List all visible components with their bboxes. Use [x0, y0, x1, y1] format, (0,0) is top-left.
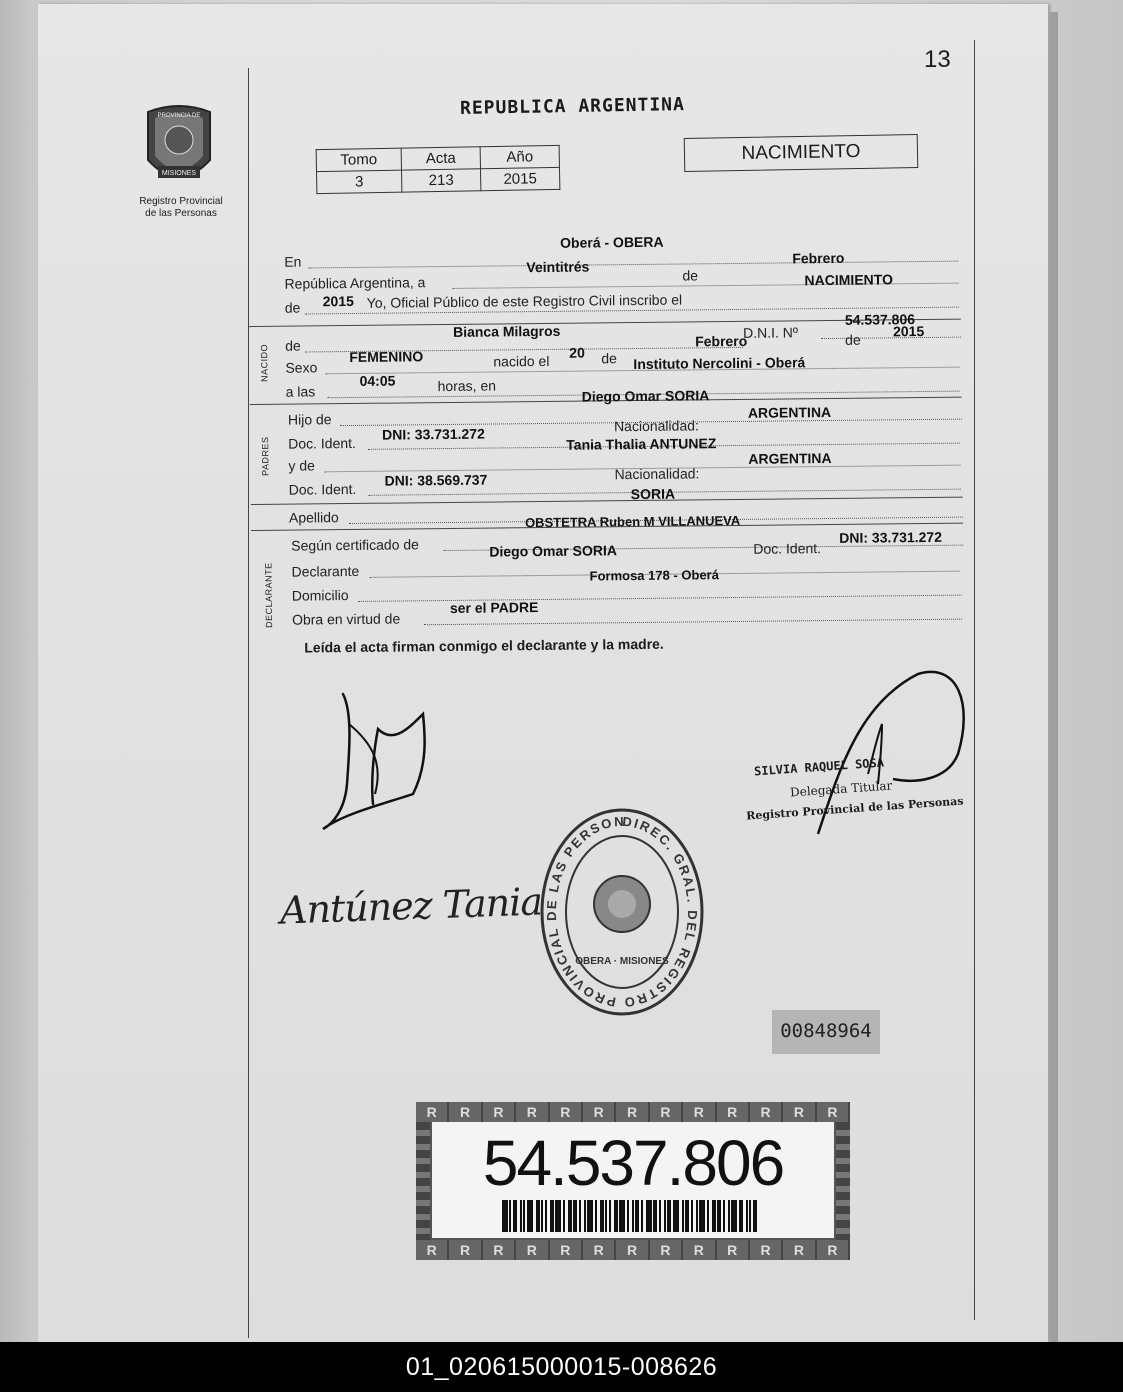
- barcode-bar: [712, 1200, 716, 1232]
- barcode-bar: [653, 1200, 657, 1232]
- pattern-letter: R: [449, 1240, 482, 1260]
- barcode-bar: [723, 1200, 725, 1232]
- barcode-bar: [619, 1200, 625, 1232]
- barcode-bar: [685, 1200, 689, 1232]
- value-obra: ser el PADRE: [449, 599, 539, 616]
- value-month: Febrero: [792, 249, 845, 267]
- pattern-letter: R: [616, 1102, 649, 1122]
- pattern-letter: R: [449, 1102, 482, 1122]
- value-birth-place: Instituto Nercolini - Oberá: [633, 354, 806, 373]
- table-header-tomo: Tomo: [316, 148, 401, 171]
- dotted-rule: [358, 595, 962, 602]
- value-declarante-name: Diego Omar SORIA: [489, 542, 617, 560]
- certificate-paper: [38, 4, 1048, 1342]
- label-de-name: de: [285, 337, 301, 354]
- barcode-bar: [545, 1200, 547, 1232]
- officer-text: Yo, Oficial Público de este Registro Civil inscribo el: [366, 291, 683, 311]
- paper-edge: [1050, 12, 1058, 1342]
- pattern-letter: R: [583, 1240, 616, 1260]
- closing-text: Leída el acta firman conmigo el declarante y la madre.: [304, 635, 664, 656]
- svg-text:PROVINCIA DE: PROVINCIA DE: [157, 113, 201, 119]
- value-child-dni: 54.537.806: [844, 311, 916, 328]
- pattern-letter: R: [717, 1240, 750, 1260]
- value-year: 2015: [322, 292, 354, 310]
- registry-seal: [536, 804, 708, 1020]
- label-sexo: Sexo: [285, 359, 318, 376]
- barcode-bar: [563, 1200, 565, 1232]
- table-header-acta: Acta: [401, 147, 480, 170]
- pattern-letter: R: [616, 1240, 649, 1260]
- label-dni: D.N.I. Nº: [742, 324, 799, 341]
- barcode-bar: [707, 1200, 709, 1232]
- label-de-year: de: [284, 299, 301, 316]
- label-declarante-doc: Doc. Ident.: [753, 540, 822, 557]
- pattern-letter: R: [483, 1102, 516, 1122]
- label-cert: Según certificado de: [291, 536, 419, 554]
- barcode-bar: [664, 1200, 666, 1232]
- barcode-bar: [673, 1200, 679, 1232]
- barcode-bar: [536, 1200, 540, 1232]
- barcode-bar: [568, 1200, 572, 1232]
- value-father-doc: DNI: 33.731.272: [382, 425, 485, 443]
- barcode-bar: [513, 1200, 517, 1232]
- label-declarante: Declarante: [291, 562, 360, 580]
- value-mother-name: Tania Thalia ANTUNEZ: [566, 435, 717, 453]
- barcode-bar: [509, 1200, 511, 1232]
- pattern-letter: R: [416, 1240, 449, 1260]
- barcode-bar: [731, 1200, 737, 1232]
- value-birth-year: 2015: [892, 322, 925, 340]
- label-apellido: Apellido: [288, 509, 339, 526]
- barcode-bar: [667, 1200, 671, 1232]
- label-yde: y de: [288, 457, 315, 474]
- barcode-bar: [600, 1200, 604, 1232]
- barcode-bar: [605, 1200, 607, 1232]
- barcode-bar: [682, 1200, 684, 1232]
- barcode-bar: [614, 1200, 618, 1232]
- dotted-rule: [424, 619, 962, 626]
- value-cert: OBSTETRA Ruben M VILLANUEVA: [524, 512, 741, 531]
- pattern-letter: R: [516, 1240, 549, 1260]
- pattern-band-bottom: [416, 1240, 850, 1260]
- label-de-month: de: [682, 267, 699, 284]
- id-label-sticker: [416, 1102, 850, 1260]
- dotted-rule: [308, 261, 958, 269]
- barcode-bar: [587, 1200, 593, 1232]
- label-mother-nat: Nacionalidad:: [614, 465, 700, 483]
- barcode-bar: [584, 1200, 586, 1232]
- svg-text:OBERA · MISIONES: OBERA · MISIONES: [575, 956, 669, 967]
- section-label-nacido: NACIDO: [259, 343, 270, 382]
- label-de-birth-year: de: [845, 331, 861, 348]
- pattern-letter: R: [650, 1240, 683, 1260]
- barcode-bar: [739, 1200, 743, 1232]
- barcode-bar: [609, 1200, 611, 1232]
- barcode-bar: [659, 1200, 661, 1232]
- id-label-center: [432, 1122, 834, 1238]
- officer-org: Registro Provincial de las Personas: [745, 794, 964, 823]
- table-value-ano: 2015: [480, 167, 559, 190]
- label-obra: Obra en virtud de: [291, 610, 401, 628]
- pattern-letter: R: [550, 1240, 583, 1260]
- pattern-letter: R: [783, 1102, 816, 1122]
- barcode: [502, 1200, 764, 1232]
- dotted-rule: [821, 337, 961, 339]
- value-birth-day: 20: [569, 344, 585, 361]
- value-day-words: Veintitrés: [526, 258, 590, 276]
- barcode-bar: [691, 1200, 693, 1232]
- id-number: 54.537.806: [482, 1127, 784, 1199]
- barcode-bar: [749, 1200, 751, 1232]
- table-value-acta: 213: [402, 169, 481, 192]
- barcode-bar: [635, 1200, 639, 1232]
- pattern-letter: R: [683, 1102, 716, 1122]
- officer-title: Delegada Titular: [789, 778, 893, 800]
- value-birth-time: 04:05: [359, 372, 396, 389]
- pattern-letter: R: [750, 1102, 783, 1122]
- label-mother-doc: Doc. Ident.: [288, 480, 357, 498]
- barcode-bar: [579, 1200, 581, 1232]
- label-republic: República Argentina, a: [284, 274, 426, 292]
- pattern-letter: R: [516, 1102, 549, 1122]
- page-number: 13: [924, 46, 951, 73]
- barcode-bar: [541, 1200, 543, 1232]
- label-father-doc: Doc. Ident.: [288, 434, 356, 452]
- value-mother-nat: ARGENTINA: [748, 449, 832, 467]
- pattern-band-left: [416, 1122, 430, 1240]
- label-en: En: [284, 253, 302, 270]
- label-father-nat: Nacionalidad:: [613, 417, 699, 435]
- label-time: a las: [285, 383, 316, 400]
- label-domicilio: Domicilio: [291, 587, 349, 604]
- barcode-bar: [555, 1200, 561, 1232]
- officer-name: SILVIA RAQUEL SOSA: [753, 755, 885, 779]
- barcode-bar: [632, 1200, 634, 1232]
- label-hours: horas, en: [437, 377, 497, 395]
- table-value-tomo: 3: [317, 170, 402, 193]
- label-born: nacido el: [493, 352, 550, 370]
- pattern-letter: R: [483, 1240, 516, 1260]
- value-sex: FEMENINO: [349, 348, 424, 366]
- section-label-padres: PADRES: [260, 436, 271, 476]
- section-label-declarante: DECLARANTE: [263, 562, 275, 628]
- barcode-bar: [646, 1200, 652, 1232]
- barcode-bar: [527, 1200, 533, 1232]
- pattern-letter: R: [683, 1240, 716, 1260]
- pattern-letter: R: [583, 1102, 616, 1122]
- pattern-letter: R: [416, 1102, 449, 1122]
- declarant-signature: [313, 684, 443, 844]
- registry-name-line1: Registro Provincial: [139, 196, 223, 207]
- barcode-bar: [627, 1200, 629, 1232]
- barcode-bar: [696, 1200, 698, 1232]
- value-event: NACIMIENTO: [804, 271, 894, 289]
- value-birth-month: Febrero: [695, 332, 748, 350]
- barcode-bar: [523, 1200, 525, 1232]
- pattern-letter: R: [650, 1102, 683, 1122]
- stamp-number: 00848964: [780, 1020, 872, 1042]
- stamp-number-box: [772, 1010, 880, 1054]
- value-child-name: Bianca Milagros: [452, 322, 561, 340]
- country-title: REPUBLICA ARGENTINA: [459, 94, 686, 119]
- pattern-band-top: [416, 1102, 850, 1122]
- pattern-letter: R: [550, 1102, 583, 1122]
- section-divider: [251, 497, 963, 505]
- pattern-letter: R: [817, 1240, 850, 1260]
- svg-text:DIREC. GRAL. DEL REGISTRO PROV: DIREC. GRAL. DEL REGISTRO PROVINCIAL DE LAS PERSON: [543, 813, 701, 1011]
- barcode-bar: [573, 1200, 577, 1232]
- pattern-band-right: [836, 1122, 850, 1240]
- label-hijo: Hijo de: [287, 411, 332, 428]
- barcode-bar: [641, 1200, 643, 1232]
- barcode-bar: [728, 1200, 730, 1232]
- pattern-letter: R: [783, 1240, 816, 1260]
- footer-code: 01_020615000015-008626: [0, 1342, 1123, 1392]
- mother-signature: Antúnez Tania: [279, 879, 543, 933]
- barcode-bar: [520, 1200, 522, 1232]
- value-place: Oberá - OBERA: [560, 233, 664, 251]
- value-declarante-doc: DNI: 33.731.272: [839, 528, 943, 546]
- pattern-letter: R: [717, 1102, 750, 1122]
- value-mother-doc: DNI: 38.569.737: [384, 471, 488, 489]
- record-type: NACIMIENTO: [741, 140, 861, 165]
- svg-text:MISIONES: MISIONES: [161, 170, 197, 177]
- value-apellido: SORIA: [630, 485, 676, 503]
- barcode-bar: [699, 1200, 705, 1232]
- value-father-nat: ARGENTINA: [747, 403, 832, 421]
- registry-name-line2: de las Personas: [145, 208, 217, 219]
- barcode-bar: [502, 1200, 508, 1232]
- table-header-ano: Año: [480, 145, 559, 168]
- value-father-name: Diego Omar SORIA: [581, 387, 710, 405]
- value-domicile: Formosa 178 - Oberá: [589, 567, 719, 584]
- pattern-letter: R: [750, 1240, 783, 1260]
- pattern-letter: R: [817, 1102, 850, 1122]
- barcode-bar: [595, 1200, 597, 1232]
- barcode-bar: [550, 1200, 554, 1232]
- barcode-bar: [753, 1200, 757, 1232]
- label-de-birth-month: de: [601, 350, 617, 367]
- barcode-bar: [746, 1200, 748, 1232]
- barcode-bar: [717, 1200, 721, 1232]
